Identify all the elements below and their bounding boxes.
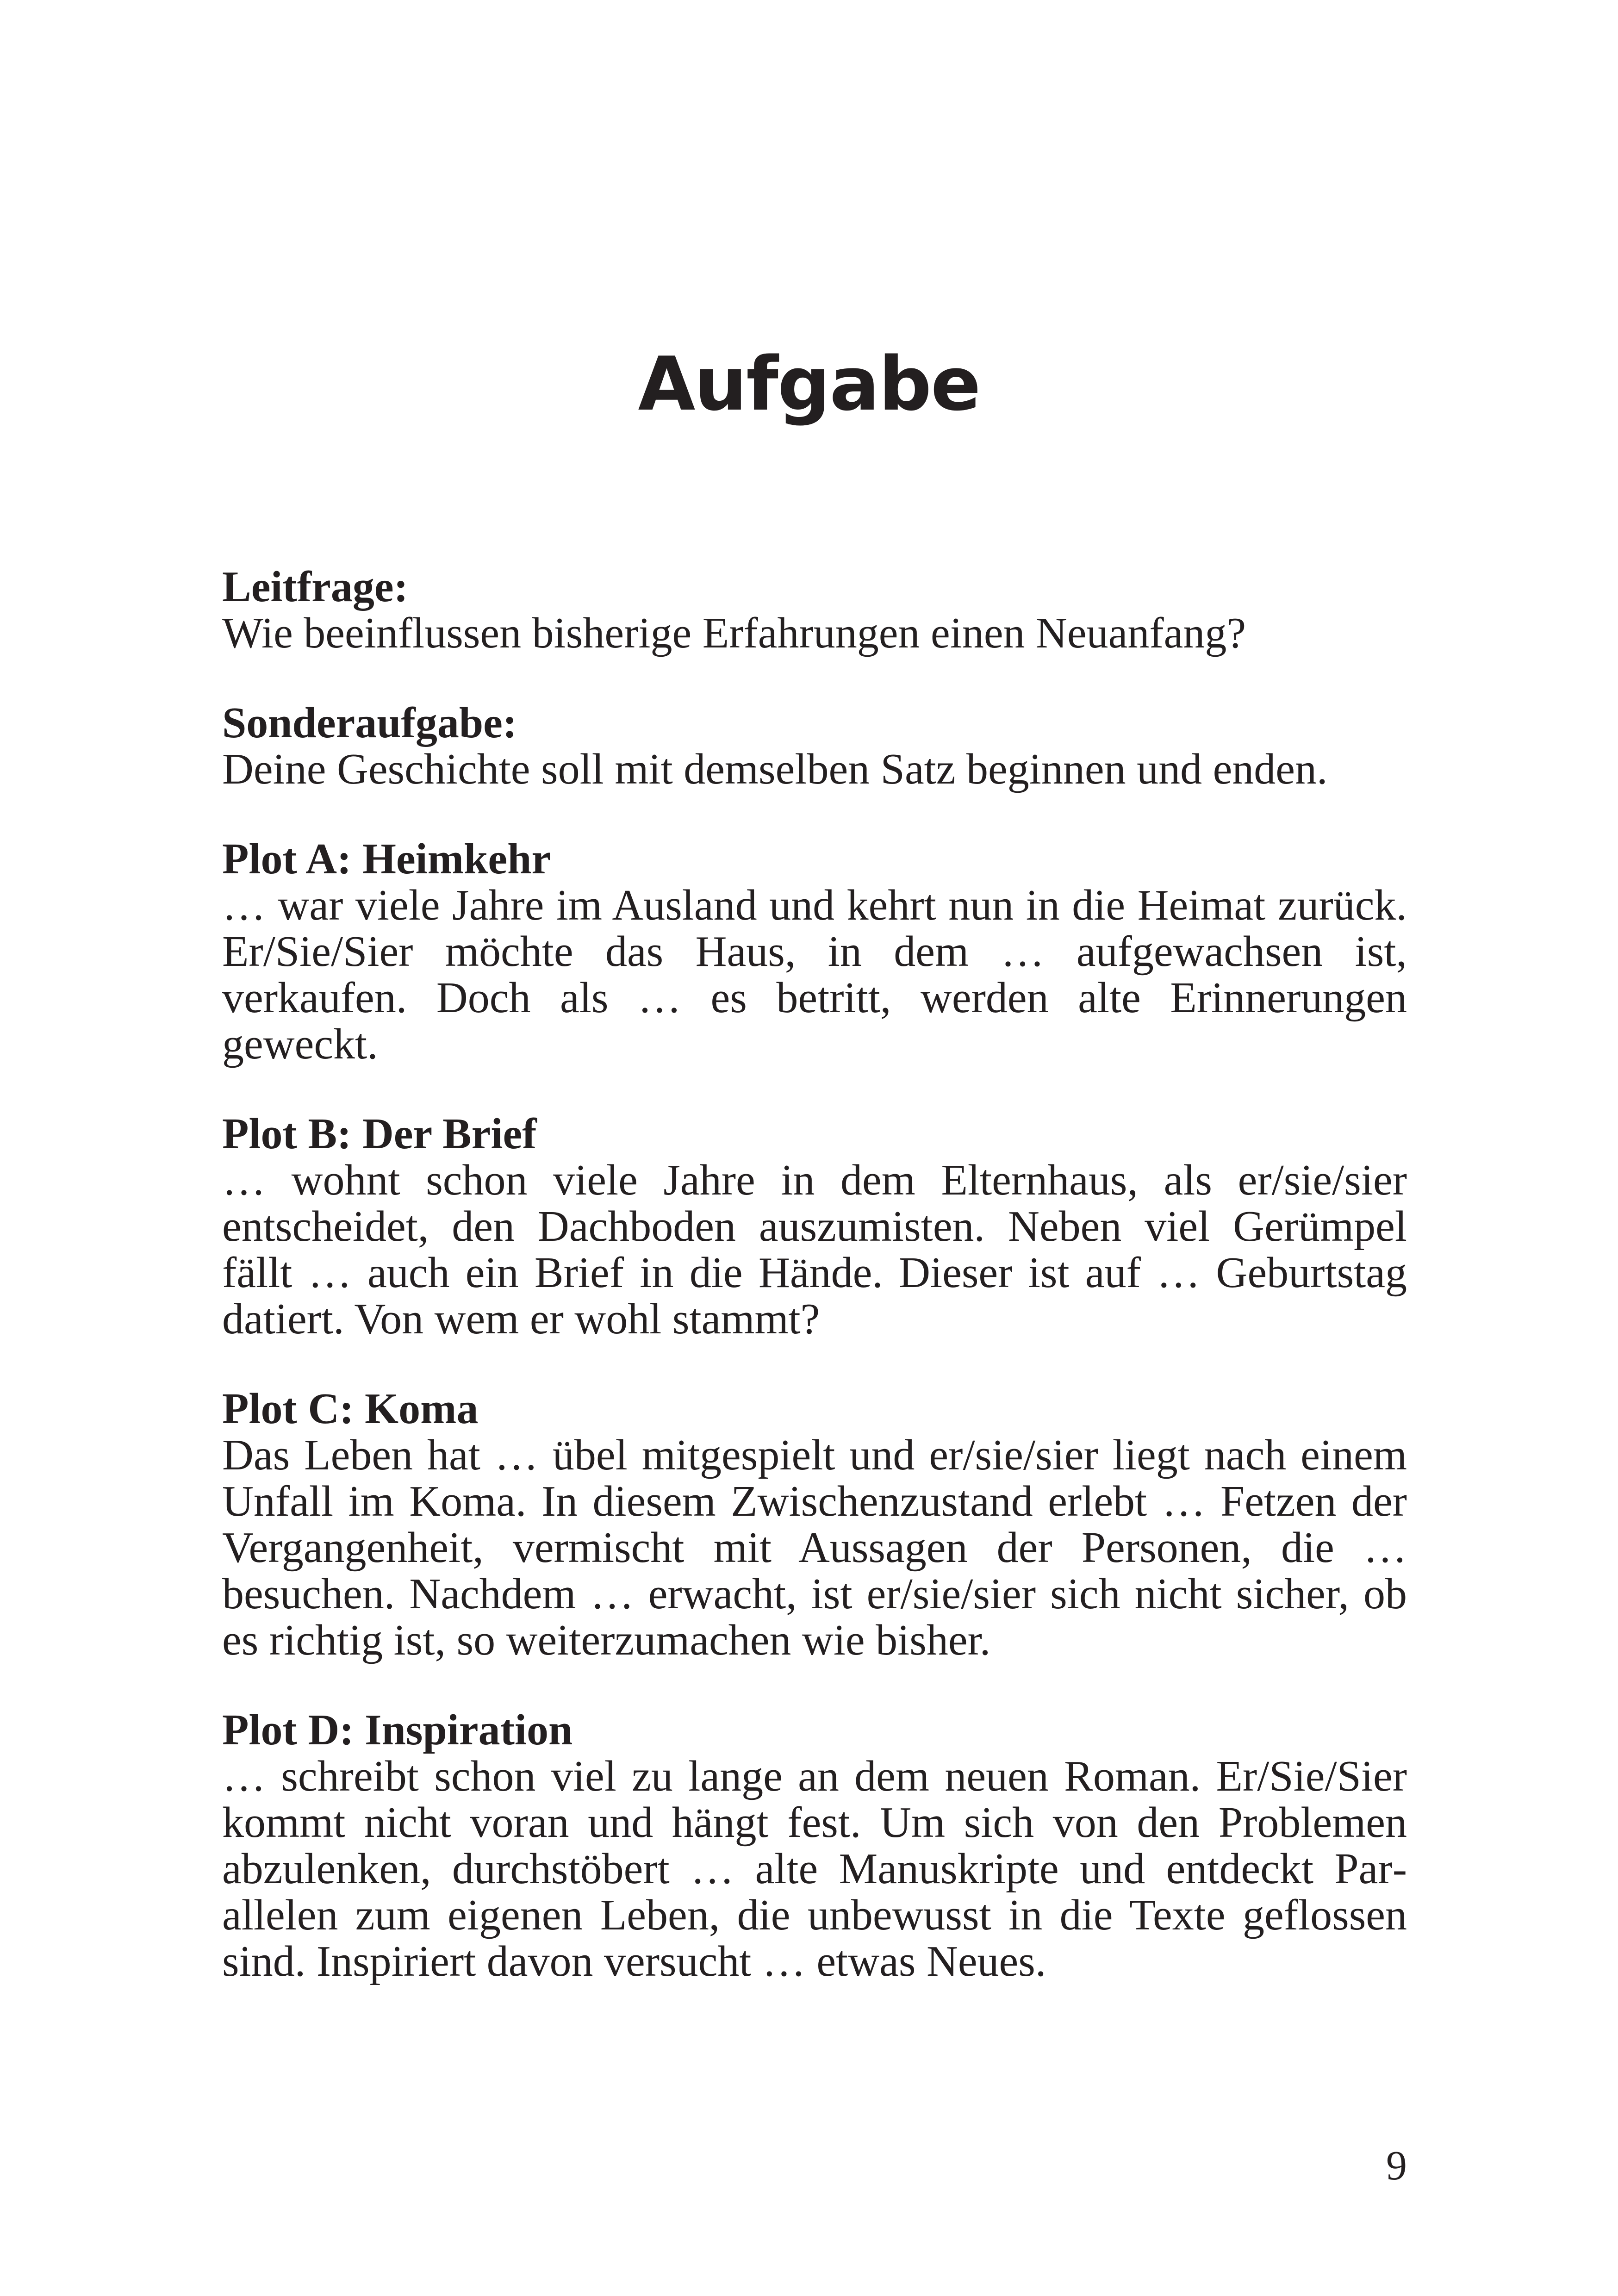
- task-content: [222, 564, 1407, 2028]
- section-heading: Sonderaufgabe:: [222, 699, 517, 747]
- section-body: … wohnt schon viele Jahre in dem Elternhaus, als er/sie/sier entscheidet, den Dachboden auszumisten. Neben viel Gerümpel fällt … auch ein Brief in die Hände. Dieser ist auf … Geburtstag datiert. Von wem er wohl stammt?: [222, 1156, 1407, 1343]
- section-heading: Plot D: Inspiration: [222, 1706, 573, 1754]
- section-heading: Plot B: Der Brief: [222, 1110, 537, 1158]
- section-plot-d: [222, 1707, 1407, 1985]
- section-plot-b: [222, 1111, 1407, 1342]
- section-body: Wie beeinflussen bisherige Erfahrungen einen Neuanfang?: [222, 609, 1246, 657]
- section-sonderaufgabe: [222, 700, 1407, 792]
- page-title: Aufgabe: [638, 341, 980, 427]
- page-number: 9: [1386, 2143, 1407, 2189]
- section-heading: Leitfrage:: [222, 563, 408, 611]
- section-leitfrage: [222, 564, 1407, 656]
- section-body: … schreibt schon viel zu lange an dem neuen Roman. Er/Sie/Sier kommt nicht voran und hängt fest. Um sich von den Problemen abzulenken, durchstöbert … alte Manuskripte und entdeckt Parallelen zum eigenen Leben, die unbewusst in die Texte geflossen sind. Inspiriert davon versucht … etwas Neues.: [222, 1752, 1407, 1985]
- section-heading: Plot A: Heimkehr: [222, 835, 551, 883]
- section-heading: Plot C: Koma: [222, 1385, 479, 1433]
- section-body: Das Leben hat … übel mitgespielt und er/sie/sier liegt nach einem Unfall im Koma. In diesem Zwischenzustand erlebt … Fetzen der Vergangenheit, vermischt mit Aussagen der Personen, die … besuchen. Nachdem … erwacht, ist er/sie/sier sich nicht sicher, ob es richtig ist, so weiterzumachen wie bisher.: [222, 1431, 1407, 1664]
- section-plot-c: [222, 1386, 1407, 1663]
- section-plot-a: [222, 836, 1407, 1067]
- section-body: … war viele Jahre im Ausland und kehrt nun in die Heimat zurück. Er/Sie/Sier möchte das Haus, in dem … aufgewachsen ist, verkaufen. Doch als … es betritt, werden alte Erinnerungen geweckt.: [222, 881, 1407, 1068]
- section-body: Deine Geschichte soll mit demselben Satz beginnen und enden.: [222, 745, 1328, 793]
